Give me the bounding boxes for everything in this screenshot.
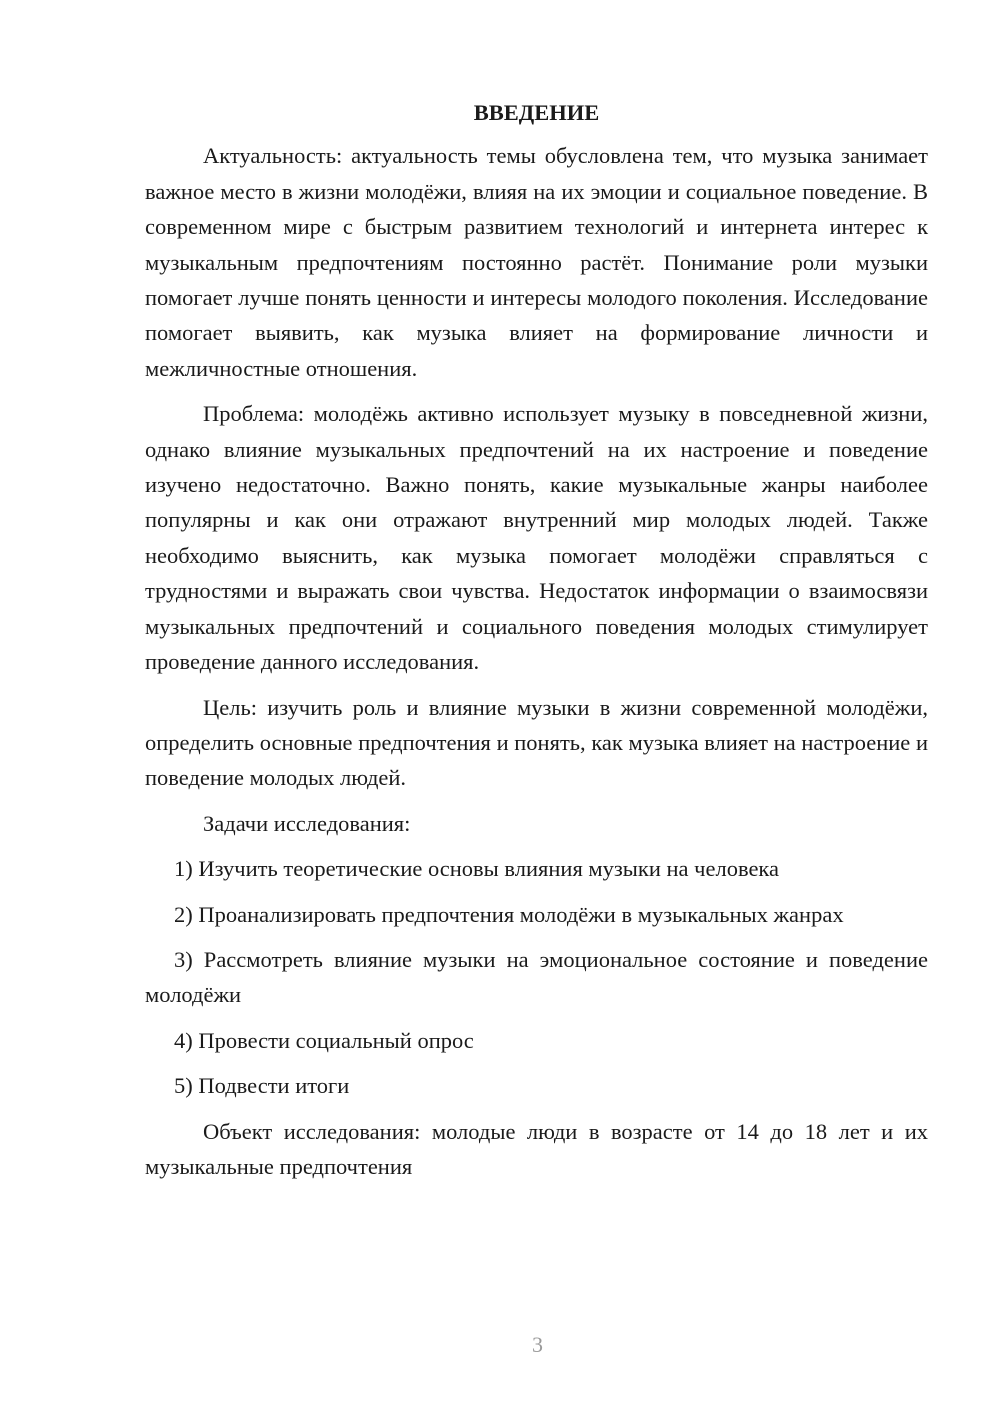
task-item: 5) Подвести итоги [174, 1073, 350, 1099]
task-item: 3) Рассмотреть влияние музыки на эмоциональное состояние и поведение молодёжи [145, 946, 928, 1008]
document-title: ВВЕДЕНИЕ [473, 100, 600, 125]
task-item: 2) Проанализировать предпочтения молодёжи в музыкальных жанрах [174, 901, 844, 927]
page-number: 3 [532, 1332, 543, 1357]
problem-paragraph: Проблема: молодёжь активно использует музыку в повседневной жизни, однако влияние музыкальных предпочтений на их настроение и поведение изучено недостаточно. Важно понять, какие музыкальные жанры наиболее популярны и как они отражают внутренний мир молодых людей. Также необходимо выяснить, как музыка помогает молодёжи справляться с трудностями и выражать свои чувства. Недостаток информации о взаимосвязи музыкальных предпочтений и социального поведения молодых стимулирует проведение данного исследования. [145, 401, 928, 675]
task-item: 1) Изучить теоретические основы влияния музыки на человека [174, 856, 780, 882]
goal-paragraph: Цель: изучить роль и влияние музыки в жизни современной молодёжи, определить основные предпочтения и понять, как музыка влияет на настроение и поведение молодых людей. [145, 694, 928, 791]
document-page [145, 95, 928, 1194]
task-item: 4) Провести социальный опрос [174, 1027, 474, 1053]
relevance-paragraph: Актуальность: актуальность темы обусловлена тем, что музыка занимает важное место в жизни молодёжи, влияя на их эмоции и социальное поведение. В современном мире с быстрым развитием технологий и интернета интерес к музыкальным предпочтениям постоянно растёт. Понимание роли музыки помогает лучше понять ценности и интересы молодого поколения. Исследование помогает выявить, как музыка влияет на формирование личности и межличностные отношения. [145, 143, 928, 381]
tasks-heading: Задачи исследования: [203, 810, 411, 836]
object-paragraph: Объект исследования: молодые люди в возрасте от 14 до 18 лет и их музыкальные предпочтения [145, 1118, 928, 1179]
